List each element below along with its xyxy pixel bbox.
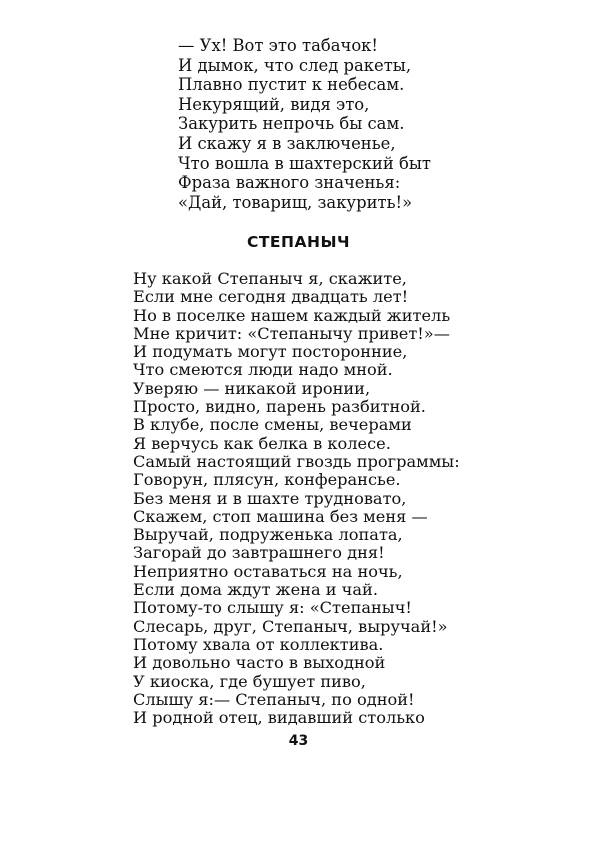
poem-line: Мне кричит: «Степанычу привет!»— bbox=[133, 323, 450, 343]
poem-line: Фраза важного значенья: bbox=[178, 173, 401, 193]
poem-line: Самый настоящий гвоздь программы: bbox=[133, 451, 460, 471]
poem-line: Уверяю — никакой иронии, bbox=[133, 378, 371, 398]
poem-line: Плавно пустит к небесам. bbox=[178, 75, 405, 95]
poem-line: Что смеются люди надо мной. bbox=[133, 360, 393, 380]
poem-line: И подумать могут посторонние, bbox=[133, 342, 408, 362]
poem-line: И скажу я в заключенье, bbox=[178, 133, 396, 153]
poem-line: Потому хвала от коллектива. bbox=[133, 634, 384, 654]
poem-line: Скажем, стоп машина без меня — bbox=[133, 506, 428, 526]
poem-line: Закурить непрочь бы сам. bbox=[178, 114, 405, 134]
poem-line: И дымок, что след ракеты, bbox=[178, 55, 412, 75]
poem-line: Просто, видно, парень разбитной. bbox=[133, 397, 426, 417]
poem-line: Что вошла в шахтерский быт bbox=[178, 153, 431, 173]
poem-line: «Дай, товарищ, закурить!» bbox=[178, 192, 413, 212]
poem-line: Выручай, подруженька лопата, bbox=[133, 525, 403, 545]
poem-line: Слесарь, друг, Степаныч, выручай!» bbox=[133, 616, 448, 636]
poem-line: И довольно часто в выходной bbox=[133, 653, 386, 673]
poem-line: В клубе, после смены, вечерами bbox=[133, 415, 412, 435]
poem-line: Ну какой Степаныч я, скажите, bbox=[133, 269, 407, 288]
poem-line: Слышу я:— Степаныч, по одной! bbox=[133, 689, 415, 709]
previous-poem-ending bbox=[178, 36, 431, 212]
poem-title: СТЕПАНЫЧ bbox=[246, 233, 351, 251]
poem-line: Если мне сегодня двадцать лет! bbox=[133, 287, 409, 307]
poem-line: — Ух! Вот это табачок! bbox=[178, 36, 379, 55]
poem-line: У киоска, где бушует пиво, bbox=[133, 671, 366, 691]
poem-line: Потому-то слышу я: «Степаныч! bbox=[133, 598, 412, 618]
poem-line: Загорай до завтрашнего дня! bbox=[133, 543, 385, 563]
poem-line: Я верчусь как белка в колесе. bbox=[133, 433, 391, 453]
poem-line: Без меня и в шахте трудновато, bbox=[133, 488, 407, 508]
page-number: 43 bbox=[288, 733, 309, 749]
poem-line: Говорун, плясун, конферансье. bbox=[133, 470, 401, 490]
poem-line: Если дома ждут жена и чай. bbox=[133, 580, 378, 600]
poem-line: Некурящий, видя это, bbox=[178, 94, 370, 114]
poem-line: Но в поселке нашем каждый житель bbox=[133, 305, 451, 325]
poem-body bbox=[133, 270, 460, 727]
poem-line: И родной отец, видавший столько bbox=[133, 708, 425, 728]
poem-line: Неприятно оставаться на ночь, bbox=[133, 561, 403, 581]
